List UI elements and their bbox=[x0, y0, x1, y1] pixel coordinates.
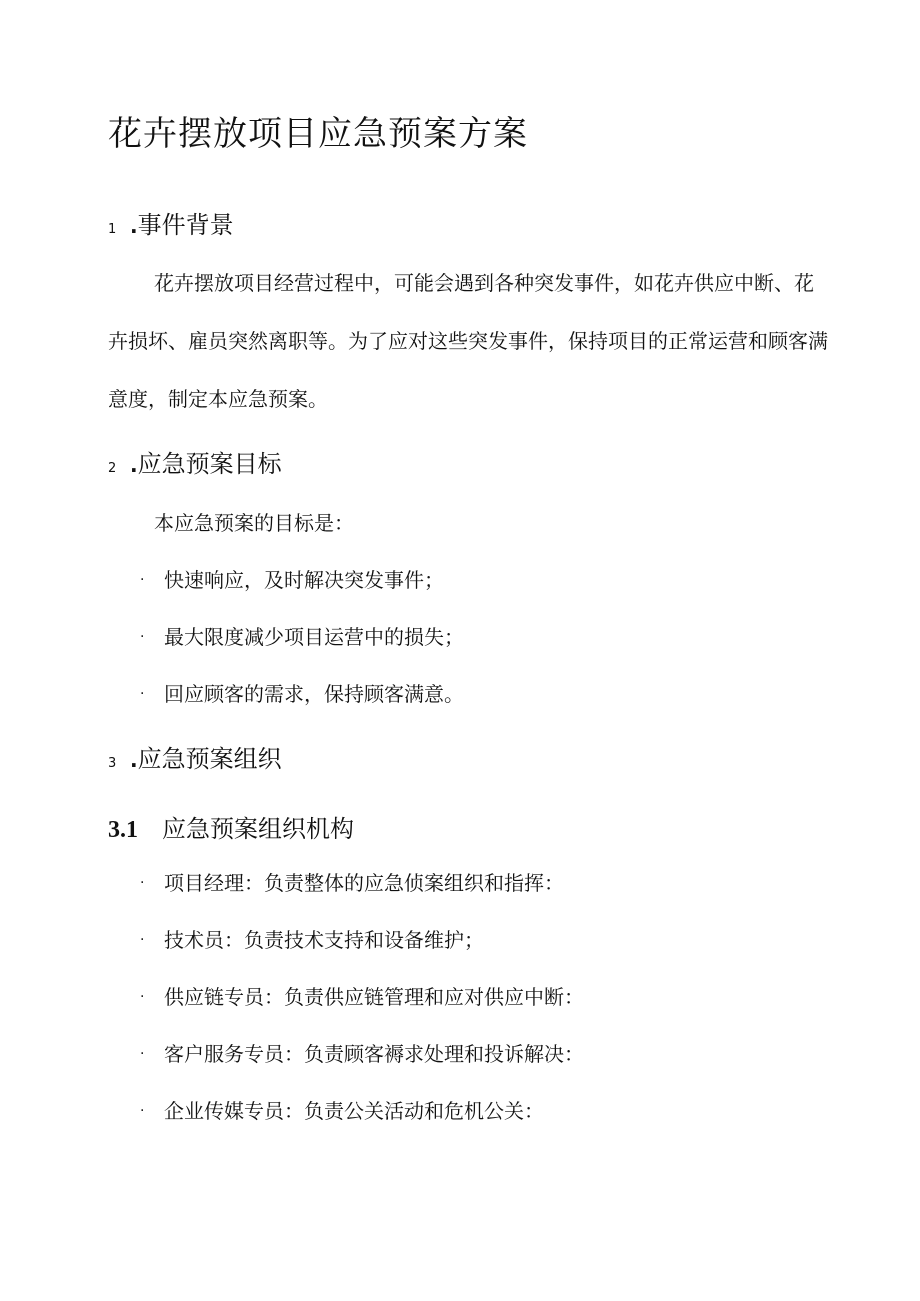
list-item-text: 快速响应，及时解决突发事件； bbox=[164, 568, 444, 592]
bullet-icon: · bbox=[140, 629, 145, 645]
section-title: 应急预案目标 bbox=[137, 450, 282, 478]
section-number: 1 bbox=[108, 222, 117, 237]
section-dot: . bbox=[130, 214, 138, 238]
section-heading-2 bbox=[108, 447, 282, 486]
list-item-text: 供应链专员：负责供应链管理和应对供应中断： bbox=[164, 985, 584, 1009]
list-item bbox=[140, 1039, 584, 1096]
section-heading-3 bbox=[108, 742, 282, 781]
bullet-icon: · bbox=[140, 686, 145, 702]
list-item bbox=[140, 565, 464, 622]
section-paragraph: 花卉摆放项目经营过程中，可能会遇到各种突发事件，如花卉供应中断、花卉损坏、雇员突然离职等。为了应对这些突发事件，保持项目的正常运营和顾客满意度，制定本应急预案。 bbox=[108, 271, 828, 411]
section-title: 应急预案组织 bbox=[137, 745, 282, 773]
section-number: 3 bbox=[108, 756, 117, 771]
list-item bbox=[140, 868, 584, 925]
bullet-icon: · bbox=[140, 932, 145, 948]
bullet-icon: · bbox=[140, 989, 145, 1005]
bullet-icon: · bbox=[140, 1103, 145, 1119]
list-item bbox=[140, 622, 464, 679]
list-item-text: 企业传媒专员：负责公关活动和危机公关： bbox=[164, 1099, 544, 1123]
list-item-text: 项目经理：负责整体的应急侦案组织和指挥： bbox=[164, 871, 564, 895]
list-item bbox=[140, 925, 584, 982]
section-dot: . bbox=[130, 453, 138, 477]
list-item bbox=[140, 1096, 584, 1153]
subsection-title: 应急预案组织机构 bbox=[162, 815, 354, 843]
subsection-number: 3.1 bbox=[108, 817, 138, 843]
list-item-text: 回应顾客的需求，保持顾客满意。 bbox=[164, 682, 464, 706]
section-dot: . bbox=[130, 748, 138, 772]
bullet-icon: · bbox=[140, 875, 145, 891]
subsection-heading bbox=[108, 812, 354, 847]
section-title: 事件背景 bbox=[137, 211, 234, 239]
list-item-text: 最大限度减少项目运营中的损失； bbox=[164, 625, 464, 649]
organization-list bbox=[140, 868, 584, 1153]
section-heading-1 bbox=[108, 208, 234, 247]
section-intro: 本应急预案的目标是： bbox=[154, 511, 354, 535]
document-title: 花卉摆放项目应急预案方案 bbox=[108, 114, 528, 154]
list-item bbox=[140, 982, 584, 1039]
list-item bbox=[140, 679, 464, 736]
list-item-text: 客户服务专员：负责顾客褥求处理和投诉解决： bbox=[164, 1042, 584, 1066]
section-number: 2 bbox=[108, 461, 117, 476]
bullet-icon: · bbox=[140, 1046, 145, 1062]
bullet-icon: · bbox=[140, 572, 145, 588]
list-item-text: 技术员：负责技术支持和设备维护； bbox=[164, 928, 484, 952]
goal-list bbox=[140, 565, 464, 736]
